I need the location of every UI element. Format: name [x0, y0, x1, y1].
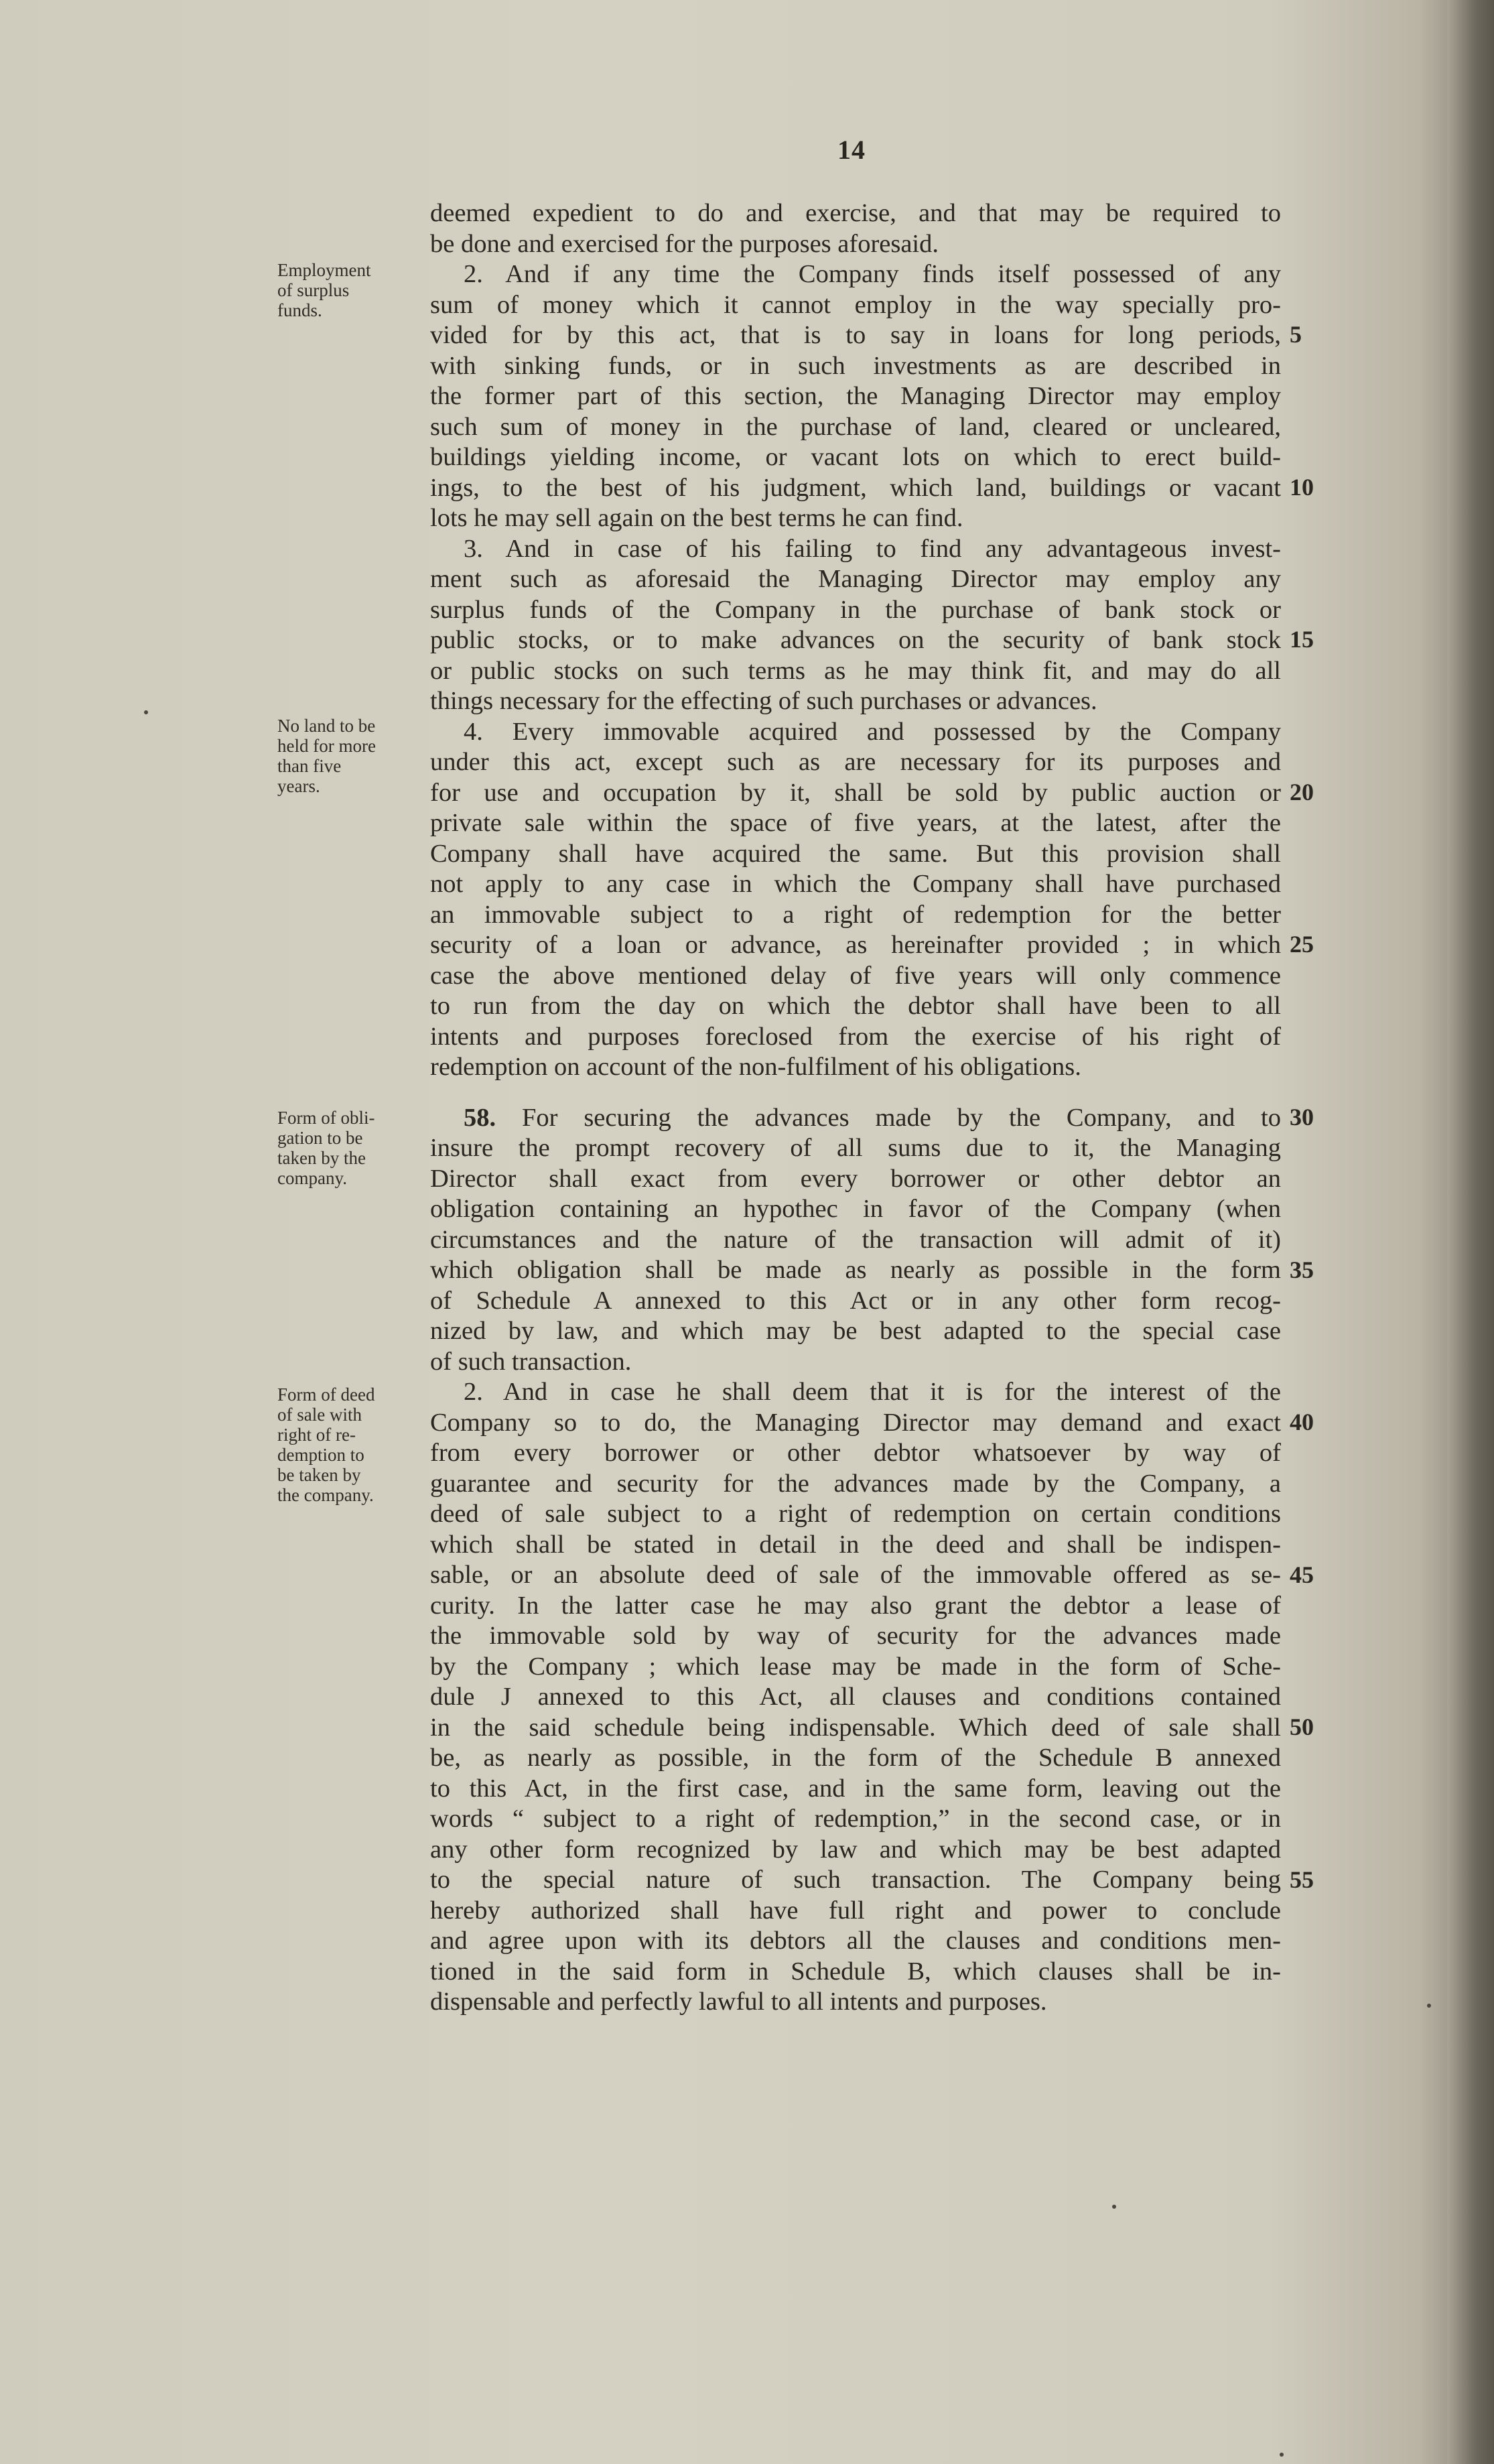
line-number: 35 [1290, 1256, 1314, 1283]
text-line: 2. And in case he shall deem that it is for the interest of the [464, 1378, 1281, 1406]
text-line: any other form recognized by law and which may be best adapted [430, 1835, 1281, 1864]
text-line: sable, or an absolute deed of sale of the immovable offered as se- [430, 1561, 1281, 1589]
text-line: obligation containing an hypothec in favor of the Company (when [430, 1195, 1281, 1223]
section-58-opening: For securing the advances made by the Company, and to [521, 1103, 1282, 1132]
section-number: 58. [464, 1103, 496, 1132]
margin-note-line: of surplus [277, 280, 350, 300]
margin-note-line: right of re- [277, 1425, 356, 1445]
page-number: 14 [837, 135, 866, 165]
margin-note-form-of-obligation [277, 1108, 425, 1188]
line-number: 25 [1290, 931, 1314, 958]
text-line: deemed expedient to do and exercise, and that may be required to [430, 199, 1281, 227]
text-line: deed of sale subject to a right of redemption on certain conditions [430, 1500, 1281, 1528]
text-line: insure the prompt recovery of all sums due to it, the Managing [430, 1134, 1281, 1162]
text-line: and agree upon with its debtors all the clauses and conditions men- [430, 1927, 1281, 1955]
text-line: or public stocks on such terms as he may think fit, and may do all [430, 656, 1281, 685]
margin-note-line: the company. [277, 1485, 374, 1505]
margin-note-line: years. [277, 776, 320, 796]
margin-note-line: Employment [277, 260, 371, 280]
text-line: ings, to the best of his judgment, which land, buildings or vacant [430, 473, 1281, 502]
text-line: which obligation shall be made as nearly as possible in the form [430, 1256, 1281, 1284]
margin-note-line: be taken by [277, 1465, 361, 1485]
paper-speck [1280, 2453, 1284, 2457]
text-line: under this act, except such as are necessary for its purposes and [430, 748, 1281, 776]
text-line: by the Company ; which lease may be made in the form of Sche- [430, 1652, 1281, 1681]
margin-note-line: gation to be [277, 1128, 363, 1148]
text-line: words “ subject to a right of redemption,” in the second case, or in [430, 1805, 1281, 1833]
line-number: 55 [1290, 1866, 1314, 1893]
text-line: Company so to do, the Managing Director may demand and exact [430, 1408, 1281, 1437]
text-line: hereby authorized shall have full right and power to conclude [430, 1896, 1281, 1925]
margin-note-no-land-five-years [277, 716, 425, 796]
text-line: dispensable and perfectly lawful to all intents and purposes. [430, 1988, 1047, 2016]
text-line: for use and occupation by it, shall be sold by public auction or [430, 778, 1281, 807]
margin-note-line: Form of obli- [277, 1108, 375, 1128]
text-line: security of a loan or advance, as hereinafter provided ; in which [430, 931, 1281, 959]
margin-note-form-of-deed-of-sale [277, 1384, 425, 1505]
margin-note-line: than five [277, 756, 342, 776]
paper-speck [144, 710, 148, 714]
margin-note-line: demption to [277, 1445, 364, 1465]
text-line: an immovable subject to a right of redemption for the better [430, 900, 1281, 929]
text-line: things necessary for the effecting of such purchases or advances. [430, 687, 1097, 715]
text-line: lots he may sell again on the best terms he can find. [430, 504, 963, 532]
statute-text [430, 198, 1281, 2018]
text-line: public stocks, or to make advances on the security of bank stock [430, 626, 1281, 654]
text-line: of such transaction. [430, 1347, 632, 1376]
text-line: Director shall exact from every borrower or other debtor an [430, 1164, 1281, 1193]
text-line: the immovable sold by way of security for the advances made [430, 1622, 1281, 1650]
line-number: 5 [1290, 321, 1302, 348]
text-line: curity. In the latter case he may also grant the debtor a lease of [430, 1591, 1281, 1620]
margin-note-line: of sale with [277, 1405, 362, 1425]
margin-note-line: held for more [277, 736, 376, 756]
margin-note-line: taken by the [277, 1148, 366, 1168]
margin-note-line: funds. [277, 300, 322, 320]
line-number: 40 [1290, 1409, 1314, 1435]
margin-note-employment-of-surplus-funds [277, 260, 425, 320]
text-line: such sum of money in the purchase of land, cleared or uncleared, [430, 412, 1281, 441]
text-line: with sinking funds, or in such investments as are described in [430, 351, 1281, 380]
text-line: which shall be stated in detail in the deed and shall be indispen- [430, 1530, 1281, 1559]
book-spine-shadow [1447, 0, 1494, 2464]
text-line: Company shall have acquired the same. But this provision shall [430, 839, 1281, 868]
line-number: 20 [1290, 779, 1314, 805]
text-line: be done and exercised for the purposes aforesaid. [430, 229, 939, 258]
text-line: circumstances and the nature of the transaction will admit of it) [430, 1225, 1281, 1254]
margin-note-line: company. [277, 1168, 347, 1188]
line-number: 45 [1290, 1561, 1314, 1588]
text-line: to the special nature of such transaction. The Company being [430, 1866, 1281, 1894]
margin-note-line: Form of deed [277, 1384, 375, 1405]
text-line: 4. Every immovable acquired and possessed by the Company [464, 717, 1281, 746]
text-line: buildings yielding income, or vacant lots on which to erect build- [430, 443, 1281, 471]
text-line: ment such as aforesaid the Managing Director may employ any [430, 565, 1281, 593]
text-line: tioned in the said form in Schedule B, which clauses shall be in- [430, 1957, 1281, 1986]
line-number: 50 [1290, 1713, 1314, 1740]
section-gap [430, 1083, 1281, 1103]
paper-speck [1112, 2205, 1116, 2209]
paper-speck [1427, 2004, 1431, 2008]
text-line: case the above mentioned delay of five years will only commence [430, 961, 1281, 990]
margin-note-line: No land to be [277, 716, 376, 736]
text-line: dule J annexed to this Act, all clauses and conditions contained [430, 1683, 1281, 1711]
text-line: vided for by this act, that is to say in loans for long periods, [430, 321, 1281, 349]
text-line-section-58 [430, 1103, 1281, 1134]
text-line: the former part of this section, the Managing Director may employ [430, 382, 1281, 410]
text-line: surplus funds of the Company in the purchase of bank stock or [430, 595, 1281, 624]
text-line: from every borrower or other debtor whatsoever by way of [430, 1439, 1281, 1467]
text-line: 2. And if any time the Company finds itself possessed of any [464, 260, 1281, 288]
line-number: 10 [1290, 474, 1314, 501]
text-line: to this Act, in the first case, and in the same form, leaving out the [430, 1774, 1281, 1803]
line-number: 15 [1290, 626, 1314, 653]
text-line: be, as nearly as possible, in the form of the Schedule B annexed [430, 1744, 1281, 1772]
text-line: sum of money which it cannot employ in the way specially pro- [430, 290, 1281, 319]
text-line: to run from the day on which the debtor shall have been to all [430, 992, 1281, 1020]
text-line: of Schedule A annexed to this Act or in any other form recog- [430, 1286, 1281, 1315]
text-line: in the said schedule being indispensable. Which deed of sale shall [430, 1713, 1281, 1742]
text-line: redemption on account of the non-fulfilment of his obligations. [430, 1053, 1081, 1081]
text-line: 3. And in case of his failing to find any advantageous invest- [464, 534, 1281, 563]
text-line: guarantee and security for the advances made by the Company, a [430, 1469, 1281, 1498]
line-number: 30 [1290, 1104, 1314, 1130]
text-line: not apply to any case in which the Company shall have purchased [430, 870, 1281, 898]
text-line: intents and purposes foreclosed from the exercise of his right of [430, 1022, 1281, 1051]
text-line: nized by law, and which may be best adapted to the special case [430, 1317, 1281, 1345]
text-line: private sale within the space of five years, at the latest, after the [430, 809, 1281, 837]
